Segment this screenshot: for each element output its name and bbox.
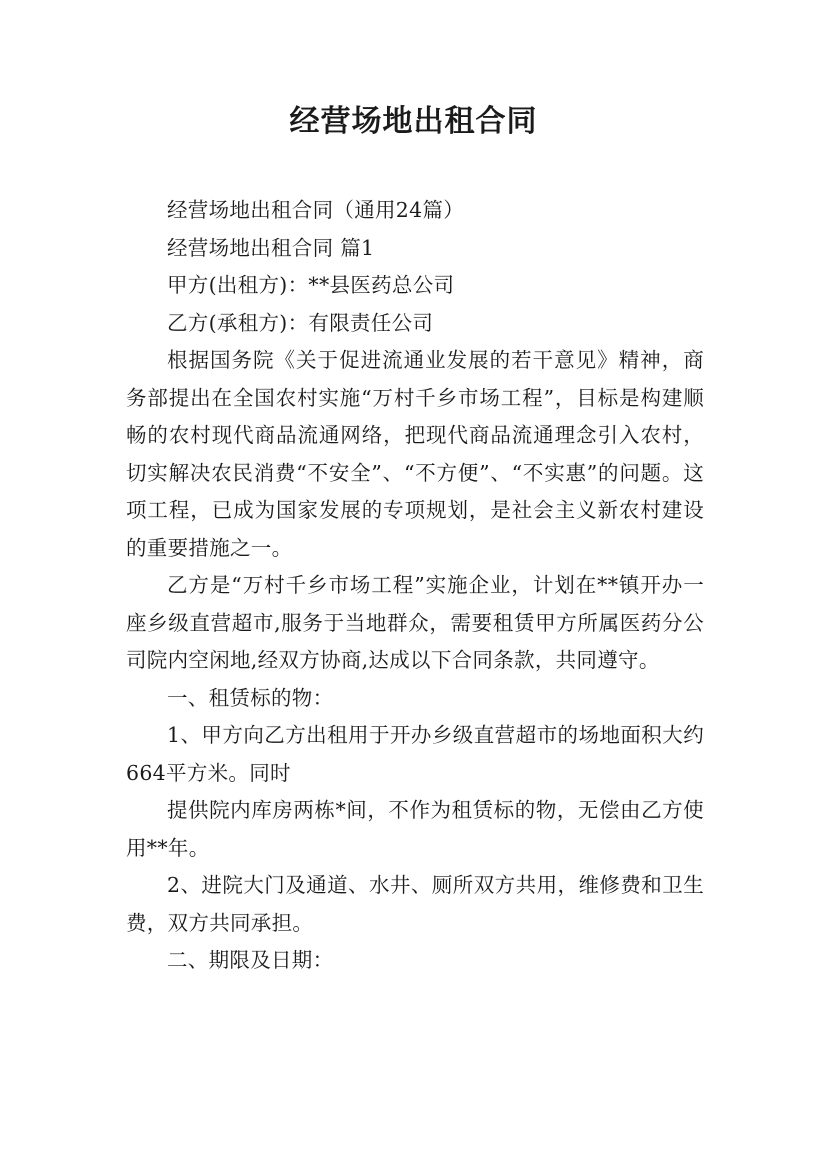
paragraph-clause-1-continued: 提供院内库房两栋*间，不作为租赁标的物，无偿由乙方使用**年。 bbox=[126, 798, 704, 860]
paragraph-subtitle: 经营场地出租合同（通用24篇） bbox=[167, 198, 465, 222]
paragraph-clause-1: 1、甲方向乙方出租用于开办乡级直营超市的场地面积大约664平方米。同时 bbox=[126, 723, 704, 785]
paragraph-party-a: 甲方(出租方)：**县医药总公司 bbox=[167, 273, 455, 297]
document-title: 经营场地出租合同 bbox=[289, 104, 538, 139]
paragraph-clause-2: 2、进院大门及通道、水井、厕所双方共用，维修费和卫生费，双方共同承担。 bbox=[126, 873, 704, 935]
paragraph-section-1-heading: 一、租赁标的物： bbox=[167, 685, 334, 710]
paragraph-chapter-heading: 经营场地出租合同 篇1 bbox=[167, 235, 375, 260]
document-body bbox=[126, 192, 704, 980]
paragraph-purpose: 乙方是“万村千乡市场工程”实施企业，计划在**镇开办一座乡级直营超市,服务于当地群众，需要租赁甲方所属医药分公司院内空闲地,经双方协商,达成以下合同条款，共同遵守。 bbox=[126, 573, 704, 672]
paragraph-party-b: 乙方(承租方)：有限责任公司 bbox=[167, 310, 434, 335]
paragraph-section-2-heading: 二、期限及日期： bbox=[167, 948, 334, 972]
paragraph-background: 根据国务院《关于促进流通业发展的若干意见》精神，商务部提出在全国农村实施“万村千乡市场工程”，目标是构建顺畅的农村现代商品流通网络，把现代商品流通理念引入农村，切实解决农民消费“不安全”、“不方便”、“不实惠”的问题。这项工程，已成为国家发展的专项规划，是社会主义新农村建设的重要措施之一。 bbox=[126, 348, 704, 560]
